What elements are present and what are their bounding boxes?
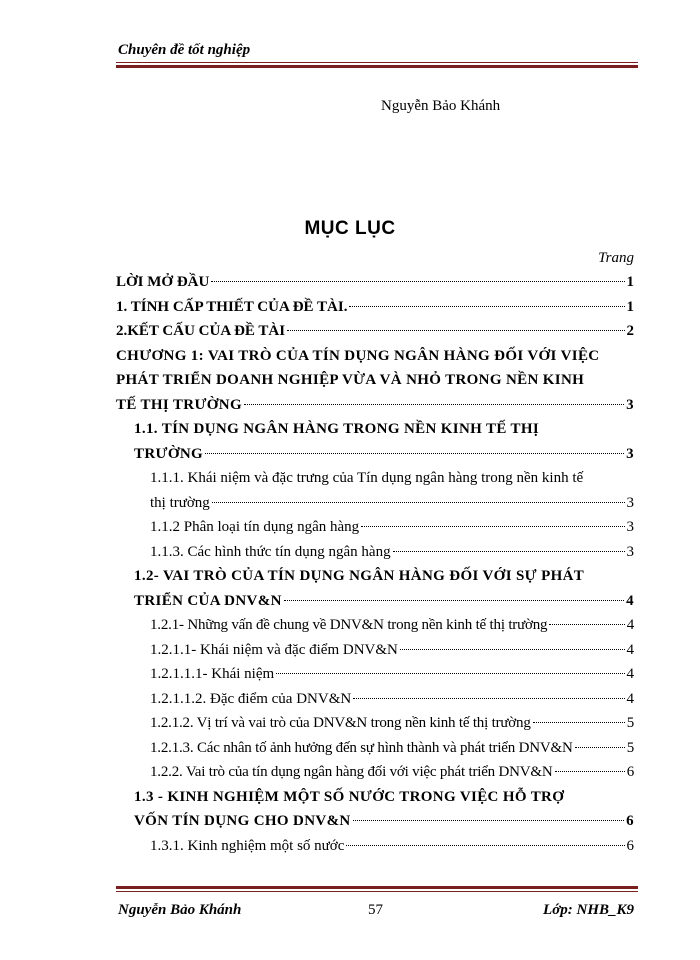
- dot-leader: [393, 551, 625, 552]
- toc-entry: [116, 736, 634, 761]
- toc-entry-text-line2: PHÁT TRIỂN DOANH NGHIỆP VỪA VÀ NHỎ TRONG NỀN KINH: [116, 372, 585, 388]
- toc-entry-text-line1: 1.3 - KINH NGHIỆM MỘT SỐ NƯỚC TRONG VIỆC HỖ TRỢ: [134, 788, 565, 805]
- toc-entry-text: LỜI MỞ ĐẦU: [116, 274, 210, 290]
- toc-entry: [116, 319, 634, 344]
- dot-leader: [575, 747, 625, 748]
- footer-rule-thin: [116, 891, 638, 892]
- footer-rule-thick: [116, 886, 638, 889]
- dot-leader: [353, 698, 624, 699]
- toc-entry-text-line1: 1.2- VAI TRÒ CỦA TÍN DỤNG NGÂN HÀNG ĐỐI VỚI SỰ PHÁT: [134, 568, 585, 584]
- toc-entry-page: 4: [626, 617, 634, 633]
- toc-entry: [116, 711, 634, 736]
- dot-leader: [361, 526, 624, 527]
- toc-entry-text: 1.2.1.3. Các nhân tố ảnh hưởng đến sự hình thành và phát triển DNV&N: [150, 739, 573, 756]
- toc-entry: [116, 638, 634, 663]
- dot-leader: [212, 502, 625, 503]
- toc-entry: [116, 295, 634, 320]
- toc-entry-page: 2: [626, 323, 634, 339]
- toc-entry: [116, 417, 634, 466]
- toc-entry-text: 2.KẾT CẤU CỦA ĐỀ TÀI: [116, 323, 286, 339]
- footer-page-number: 57: [368, 902, 383, 918]
- toc-entry-text: 1.2.1.1.1- Khái niệm: [150, 666, 275, 682]
- toc-entry-page: 4: [626, 666, 634, 682]
- toc-entry-text: 1.2.1.1- Khái niệm và đặc điểm DNV&N: [150, 641, 398, 658]
- toc-entry-page: 3: [626, 543, 634, 560]
- toc-entry-text: 1.2.1.2. Vị trí và vai trò của DNV&N trong nền kinh tế thị trường: [150, 715, 531, 731]
- toc-entry: [116, 515, 634, 540]
- toc-entry-page: 6: [626, 764, 634, 780]
- toc-entry-text: 1.1.3. Các hình thức tín dụng ngân hàng: [150, 543, 391, 560]
- dot-leader: [287, 330, 624, 331]
- toc-entry-page: 4: [626, 690, 634, 707]
- header-title: Chuyên đề tốt nghiệp: [118, 42, 251, 58]
- toc-entry-page: 5: [626, 715, 634, 731]
- dot-leader: [205, 453, 624, 454]
- toc-entry: [116, 270, 634, 295]
- toc-entry-page: 6: [626, 837, 634, 854]
- dot-leader: [346, 845, 624, 846]
- toc-entry-page: 3: [626, 519, 634, 535]
- toc-entry-page: 4: [626, 641, 634, 658]
- toc-entry: [116, 564, 634, 613]
- toc-entry: [116, 344, 634, 418]
- toc-entry-text: thị trường: [150, 494, 210, 511]
- dot-leader: [555, 771, 625, 772]
- dot-leader: [353, 820, 625, 821]
- toc-entry: [116, 466, 634, 515]
- author-line: Nguyễn Bảo Khánh: [381, 98, 501, 114]
- dot-leader: [549, 624, 624, 625]
- toc-title: MỤC LỤC: [304, 218, 396, 239]
- toc-entry-text: 1. TÍNH CẤP THIẾT CỦA ĐỀ TÀI.: [116, 298, 348, 315]
- toc-entry-text: TRIỂN CỦA DNV&N: [134, 592, 282, 609]
- header-rule-thin: [116, 62, 638, 63]
- toc-entry-page: 1: [626, 274, 634, 290]
- dot-leader: [244, 404, 624, 405]
- footer-class-label: Lớp: NHB_K9: [543, 902, 634, 918]
- toc-entry: [116, 785, 634, 834]
- toc-entry: [116, 540, 634, 565]
- toc-entry-text: 1.2.1.1.2. Đặc điểm của DNV&N: [150, 690, 352, 707]
- dot-leader: [400, 649, 625, 650]
- page-column-label: Trang: [598, 250, 634, 266]
- toc-entry-text: 1.1.2 Phân loại tín dụng ngân hàng: [150, 519, 360, 535]
- toc-entry-page: 3: [626, 445, 634, 462]
- toc-entry: [116, 834, 634, 859]
- toc-entry-page: 3: [626, 396, 634, 413]
- toc-entry-text: TẾ THỊ TRƯỜNG: [116, 396, 242, 413]
- toc-entry-page: 6: [626, 813, 634, 829]
- toc-entry: [116, 662, 634, 687]
- dot-leader: [349, 306, 624, 307]
- toc-entry-text: 1.2.1- Những vấn đề chung về DNV&N trong nền kinh tế thị trường: [150, 617, 548, 633]
- dot-leader: [533, 722, 625, 723]
- header-rule-thick: [116, 65, 638, 68]
- toc-entry-text-line1: 1.1. TÍN DỤNG NGÂN HÀNG TRONG NỀN KINH TẾ THỊ: [134, 421, 540, 437]
- dot-leader: [211, 281, 624, 282]
- toc-entry-page: 3: [626, 494, 634, 511]
- toc-entry-text: TRƯỜNG: [134, 445, 204, 462]
- toc-entry: [116, 687, 634, 712]
- toc-entry-page: 1: [626, 298, 634, 315]
- table-of-contents: [116, 270, 634, 858]
- toc-entry-page: 5: [626, 739, 634, 756]
- footer-author: Nguyễn Bảo Khánh: [118, 902, 242, 918]
- toc-entry-text: 1.3.1. Kinh nghiệm một số nước: [150, 837, 345, 854]
- toc-entry: [116, 613, 634, 638]
- toc-entry: [116, 760, 634, 785]
- dot-leader: [284, 600, 624, 601]
- toc-entry-text: 1.2.2. Vai trò của tín dụng ngân hàng đối với việc phát triển DNV&N: [150, 764, 553, 780]
- toc-entry-text: VỐN TÍN DỤNG CHO DNV&N: [134, 813, 351, 829]
- toc-entry-page: 4: [626, 592, 634, 609]
- dot-leader: [276, 673, 624, 674]
- toc-entry-text-line1: CHƯƠNG 1: VAI TRÒ CỦA TÍN DỤNG NGÂN HÀNG ĐỐI VỚI VIỆC: [116, 347, 600, 364]
- toc-entry-text-line1: 1.1.1. Khái niệm và đặc trưng của Tín dụng ngân hàng trong nền kinh tế: [150, 470, 584, 486]
